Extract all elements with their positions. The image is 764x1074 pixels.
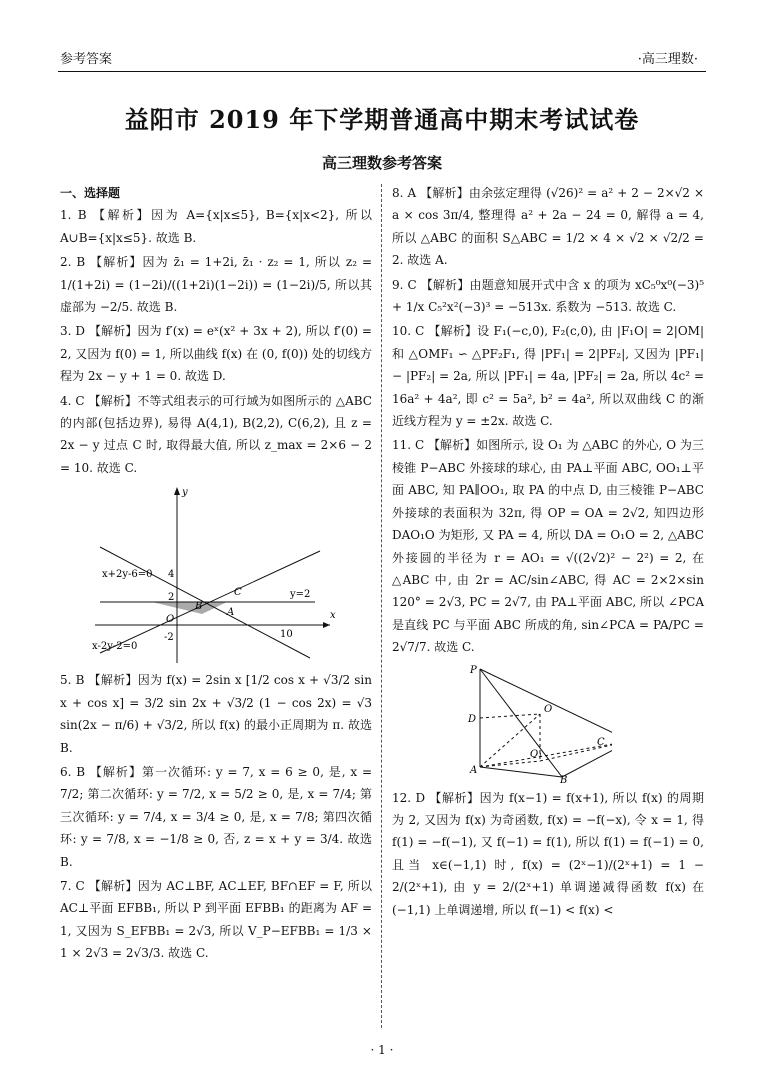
label-A: A (470, 764, 478, 776)
left-column (60, 182, 372, 965)
right-column (392, 182, 704, 921)
label-P: P (470, 664, 477, 676)
page-subtitle: 高三理数参考答案 (321, 154, 442, 172)
label-O1: O₁ (530, 748, 543, 760)
label-C: C (597, 736, 605, 748)
page-number: · 1 · (370, 1043, 394, 1057)
answer-item: 2. B 【解析】因为 z̄₁ = 1+2i, z̄₁ · z₂ = 1, 所以 z₂ = 1/(1+2i) = (1−2i)/((1+2i)(1−2i)) = (1−2i)/5, 所以其虚部为 −2/5. 故选 B. (60, 255, 372, 315)
answer-item: 4. C 【解析】不等式组表示的可行域为如图所示的 △ABC 的内部(包括边界), 易得 A(4,1), B(2,2), C(6,2), 且 z = 2x − y 过点 C 时, 取得最大值, 所以 z_max = 2×6 − 2 = 10. 故选 C. (60, 393, 372, 475)
point-A-label: A (227, 607, 235, 619)
header-left: 参考答案 (60, 52, 113, 67)
tick-2: 2 (168, 592, 175, 604)
origin-label: O (166, 614, 175, 626)
label-D: D (468, 713, 477, 725)
edge-AB (480, 767, 562, 777)
answer-item: 9. C 【解析】由题意知展开式中含 x 的项为 xC₅⁰x⁰(−3)⁵ + 1/x C₅²x²(−3)³ = −513x. 系数为 −513. 故选 C. (392, 277, 704, 315)
answer-item: 1. B 【解析】因为 A={x|x≤5}, B={x|x<2}, 所以 A∪B={x|x≤5}. 故选 B. (60, 208, 372, 245)
edge-AC (480, 741, 612, 767)
answer-item: 10. C 【解析】设 F₁(−c,0), F₂(c,0), 由 |F₁O| = 2|OM| 和 △OMF₁ ∽ △PF₂F₁, 得 |PF₁| = 2|PF₂|, 又因为 |PF₁| − |PF₂| = 2a, 所以 |PF₁| = 4a, |PF₂| = 2a, 所以 4c² = 16a² + 4a², 即 c² = 5a², b² = 4a², 所以双曲线 C 的渐近线方程为 y = ±2x. 故选 C. (392, 324, 704, 429)
header-right: ·高三理数· (637, 52, 698, 67)
answer-item: 11. C 【解析】如图所示, 设 O₁ 为 △ABC 的外心, O 为三棱锥 P−ABC 外接球的球心, 由 PA⊥平面 ABC, OO₁⊥平面 ABC, 知 PA∥OO₁, 取 PA 的中点 D, 由三棱锥 P−ABC 外接球的表面积为 32π, 得 OP = OA = 2√2, 知四边形 DAO₁O 为矩形, 又 PA = 4, 所以 DA = O₁O = 2, △ABC 外接圆的半径为 r = AO₁ = √((2√2)² − 2²) = 2, 在 △ABC 中, 由 2r = AC/sin∠ABC, 得 AC = 2×2×sin 120° = 2√3, PC = 2√7, 由 PA⊥平面 ABC, 所以 ∠PCA 是直线 PC 与平面 ABC 所成的角, sin∠PCA = PA/PC = 2√7/7. 故选 C. (392, 438, 704, 655)
label-B: B (560, 774, 568, 783)
section-heading: 一、选择题 (60, 186, 121, 200)
axis-y-label: y (182, 487, 188, 499)
x-axis-arrow (323, 622, 330, 628)
tick-neg-2: -2 (164, 632, 174, 644)
answer-item: 12. D 【解析】因为 f(x−1) = f(x+1), 所以 f(x) 的周期为 2, 又因为 f(x) 为奇函数, f(x) = −f(−x), 令 x = 1, 得 f(1) = −f(−1), 又 f(−1) = f(1), 所以 f(1) = f(−1) = 0, 且当 x∈(−1,1) 时, f(x) = (2ˣ−1)/(2ˣ+1) = 1 − 2/(2ˣ+1), 由 y = 2/(2ˣ+1) 单调递减得函数 f(x) 在 (−1,1) 上单调递增, 所以 f(−1) < f(x) < (392, 790, 704, 917)
label-O: O (544, 703, 553, 715)
label-line-y-equals-2: y=2 (290, 589, 311, 601)
edge-PB (480, 669, 562, 777)
feasible-region-graph (60, 483, 340, 665)
answer-item: 3. D 【解析】因为 f′(x) = eˣ(x² + 3x + 2), 所以 f′(0) = 2, 又因为 f(0) = 1, 所以曲线 f(x) 在 (0, f(0)) 处的切线方程为 2x − y + 1 = 0. 故选 D. (60, 324, 372, 384)
label-line-x-minus-2y: x-2y-2=0 (92, 641, 138, 653)
column-divider (381, 184, 382, 1028)
pyramid-figure (392, 663, 612, 783)
header-rule (58, 71, 706, 72)
point-C-label: C (234, 587, 242, 599)
axis-x-label: x (330, 610, 336, 622)
segment-DO (480, 714, 540, 718)
answer-item: 6. B 【解析】第一次循环: y = 7, x = 6 ≥ 0, 是, x = 7/2; 第二次循环: y = 7/2, x = 5/2 ≥ 0, 是, x = 7/4; 第三次循环: y = 7/4, x = 3/4 ≥ 0, 是, x = 7/8; 第四次循环: y = 7/8, x = −1/8 ≥ 0, 否, z = x + y = 3/4. 故选 B. (60, 764, 372, 869)
point-B-label: B (195, 601, 203, 613)
page-title: 益阳市 2019 年下学期普通高中期末考试试卷 (124, 105, 640, 134)
y-axis-arrow (174, 487, 180, 495)
tick-4: 4 (168, 569, 175, 581)
answer-item: 7. C 【解析】因为 AC⊥BF, AC⊥EF, BF∩EF = F, 所以 AC⊥平面 EFBB₁, 所以 P 到平面 EFBB₁ 的距离为 AF = 1, 又因为 S_EFBB₁ = 2√3, 所以 V_P−EFBB₁ = 1/3 × 1 × 2√3 = 2√3/3. 故选 C. (60, 878, 372, 961)
label-line-x-plus-2y: x+2y-6=0 (102, 569, 153, 581)
answer-item: 5. B 【解析】因为 f(x) = 2sin x [1/2 cos x + √3/2 sin x + cos x] = 3/2 sin 2x + √3/2 (1 − cos 2x) = √3 sin(2x − π/6) + √3/2, 所以 f(x) 的最小正周期为 π. 故选 B. (60, 673, 372, 755)
answer-item: 8. A 【解析】由余弦定理得 (√26)² = a² + 2 − 2×√2 × a × cos 3π/4, 整理得 a² + 2a − 24 = 0, 解得 a = 4, 所以 △ABC 的面积 S△ABC = 1/2 × 4 × √2 × √2/2 = 2. 故选 A. (392, 186, 704, 268)
tick-10: 10 (280, 629, 293, 641)
